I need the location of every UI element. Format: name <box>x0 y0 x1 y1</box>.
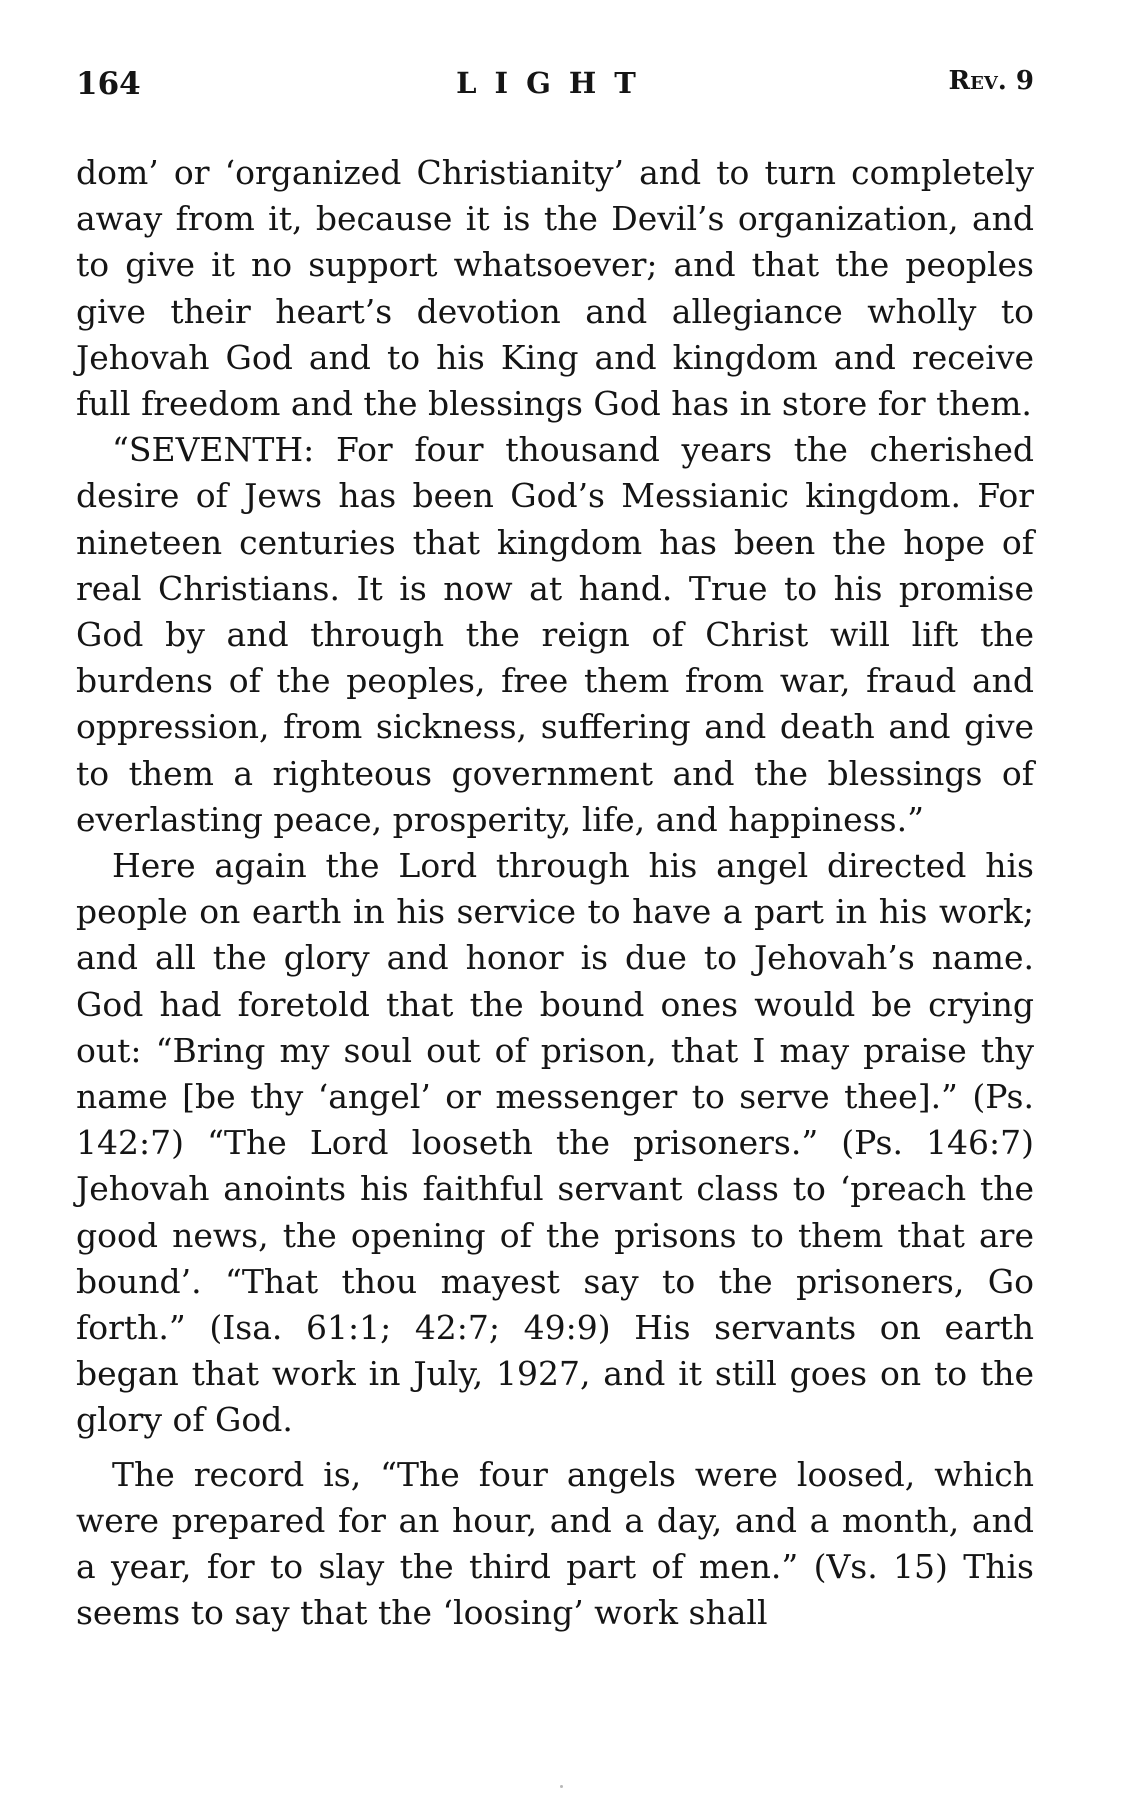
paragraph-continued: dom’ or ‘organized Christianity’ and to turn completely away from it, because it is the Devil’s organization, and to give it no support whatsoever; and that the peoples give their heart’s devotion and allegiance wholly to Jehovah God and to his King and kingdom and receive full freedom and the blessings God has in store for them. <box>76 153 1034 424</box>
page-speck <box>560 1785 563 1788</box>
paragraph-here-again: Here again the Lord through his angel directed his people on earth in his service to have a part in his work; and all the glory and honor is due to Jehovah’s name. God had foretold that the bound ones would be crying out: “Bring my soul out of prison, that I may praise thy name [be thy ‘angel’ or messenger to serve thee].” (Ps. 142:7) “The Lord looseth the prisoners.” (Ps. 146:7) Jehovah anoints his faithful servant class to ‘preach the good news, the opening of the prisons to them that are bound’. “That thou mayest say to the prisoners, Go forth.” (Isa. 61:1; 42:7; 49:9) His servants on earth began that work in July, 1927, and it still goes on to the glory of God. <box>76 846 1034 1440</box>
paragraph-seventh: “SEVENTH: For four thousand years the cherished desire of Jews has been God’s Messianic kingdom. For nineteen centuries that kingdom has been the hope of real Christians. It is now at hand. True to his promise God by and through the reign of Christ will lift the burdens of the peoples, free them from war, fraud and oppression, from sickness, suffering and death and give to them a righteous government and the blessings of everlasting peace, prosperity, life, and happiness.” <box>76 430 1034 839</box>
body-text <box>76 150 1034 1637</box>
page-header <box>76 66 1034 114</box>
running-title: LIGHT <box>456 66 654 100</box>
page-number: 164 <box>76 66 141 102</box>
chapter-reference: Rev. 9 <box>948 66 1034 96</box>
paragraph-the-record: The record is, “The four angels were loosed, which were prepared for an hour, and a day, and a month, and a year, for to slay the third part of men.” (Vs. 15) This seems to say that the ‘loosing’ work shall <box>76 1454 1034 1633</box>
